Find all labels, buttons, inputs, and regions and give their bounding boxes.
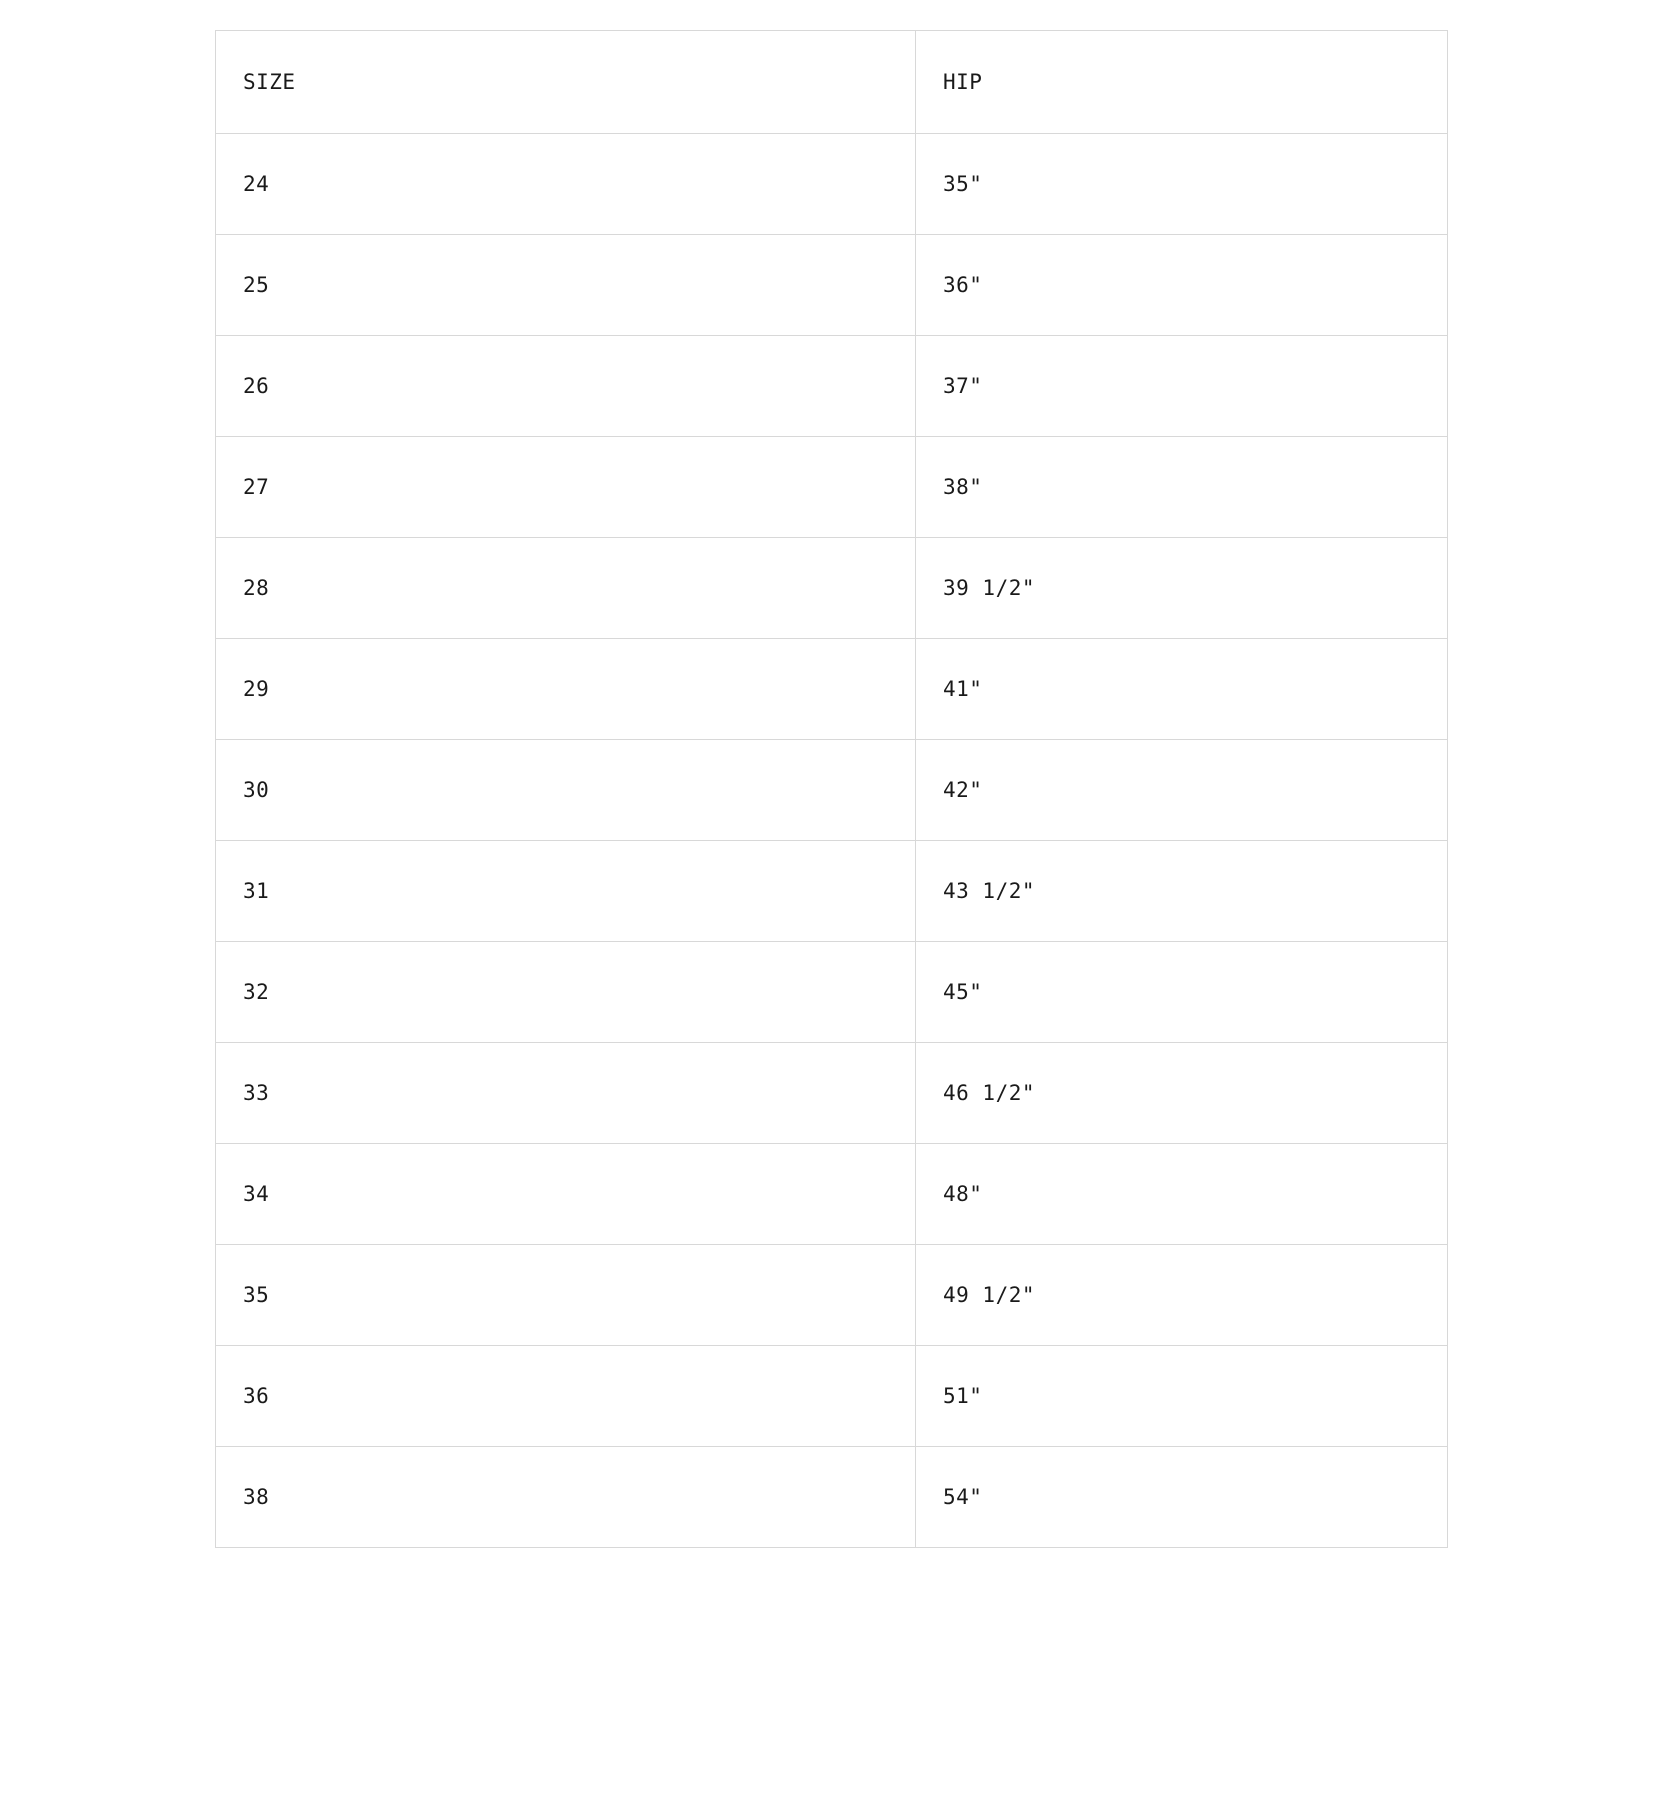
column-header-hip: HIP [916,31,1448,134]
table-row [216,1346,1448,1447]
size-chart-table [215,30,1448,1548]
cell-size: 29 [216,639,916,740]
cell-hip: 43 1/2" [916,841,1448,942]
column-header-size: SIZE [216,31,916,134]
size-chart-container [215,30,1447,1800]
cell-hip: 38" [916,437,1448,538]
cell-size: 30 [216,740,916,841]
table-row [216,1245,1448,1346]
table-header-row [216,31,1448,134]
cell-hip: 45" [916,942,1448,1043]
cell-hip: 35" [916,134,1448,235]
table-row [216,538,1448,639]
table-header [216,31,1448,134]
table-row [216,235,1448,336]
cell-size: 31 [216,841,916,942]
cell-size: 24 [216,134,916,235]
cell-hip: 37" [916,336,1448,437]
cell-hip: 49 1/2" [916,1245,1448,1346]
cell-size: 34 [216,1144,916,1245]
table-row [216,437,1448,538]
cell-size: 27 [216,437,916,538]
cell-hip: 39 1/2" [916,538,1448,639]
table-row [216,942,1448,1043]
cell-size: 35 [216,1245,916,1346]
cell-hip: 46 1/2" [916,1043,1448,1144]
cell-hip: 48" [916,1144,1448,1245]
cell-size: 25 [216,235,916,336]
cell-size: 33 [216,1043,916,1144]
table-row [216,841,1448,942]
table-row [216,1447,1448,1548]
table-row [216,1144,1448,1245]
cell-hip: 41" [916,639,1448,740]
cell-hip: 36" [916,235,1448,336]
table-row [216,336,1448,437]
table-row [216,639,1448,740]
table-row [216,740,1448,841]
table-row [216,134,1448,235]
table-row [216,1043,1448,1144]
cell-size: 28 [216,538,916,639]
cell-hip: 51" [916,1346,1448,1447]
cell-hip: 42" [916,740,1448,841]
cell-size: 38 [216,1447,916,1548]
cell-size: 26 [216,336,916,437]
cell-size: 36 [216,1346,916,1447]
table-body [216,134,1448,1548]
cell-size: 32 [216,942,916,1043]
cell-hip: 54" [916,1447,1448,1548]
